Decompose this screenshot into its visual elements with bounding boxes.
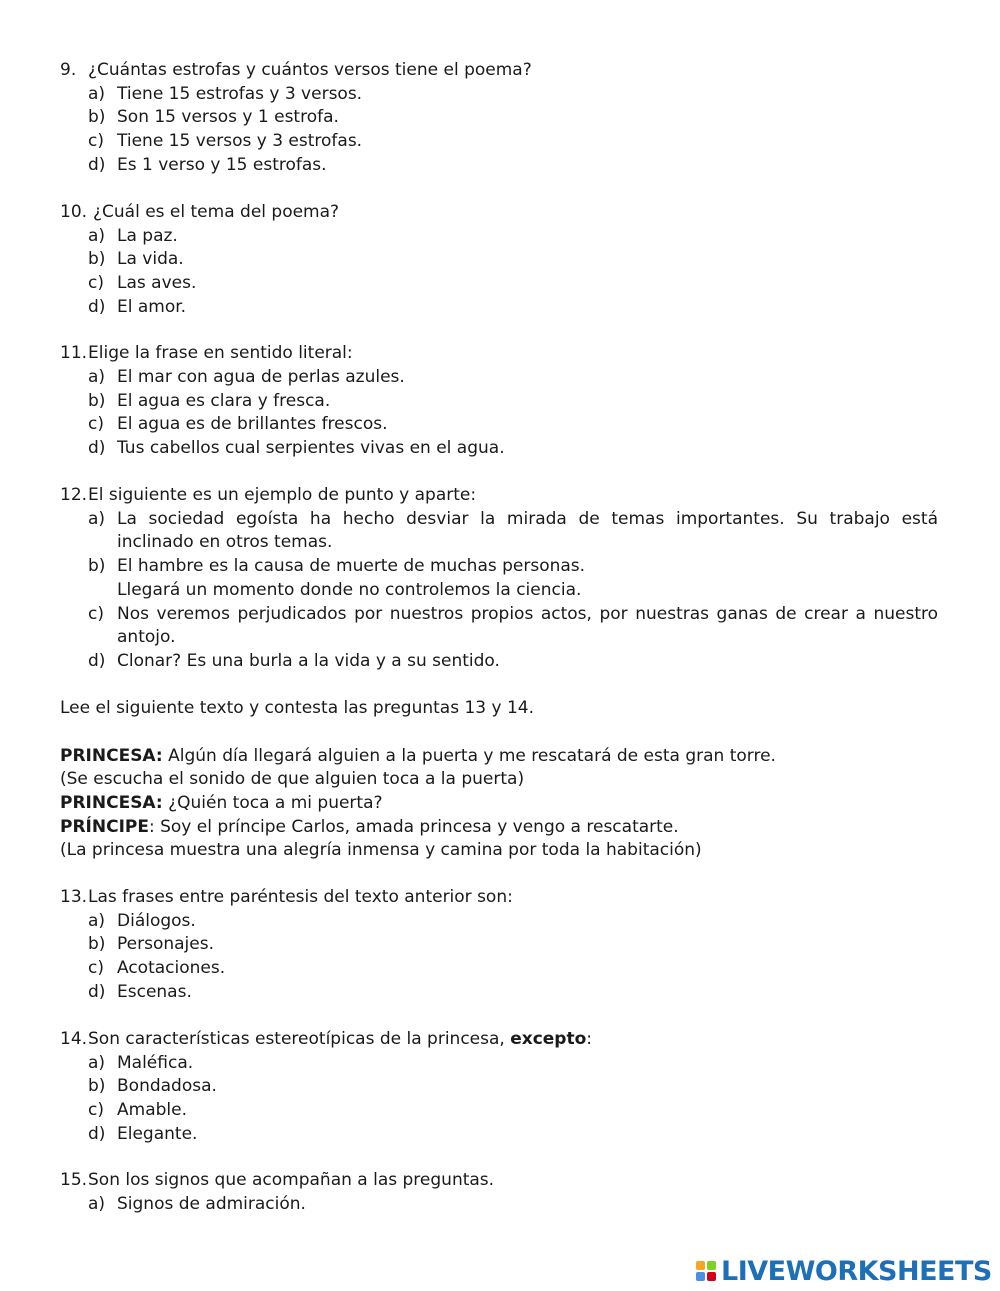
dialogue-line bbox=[60, 745, 776, 768]
stage-direction-text: (Se escucha el sonido de que alguien toca a la puerta) bbox=[60, 769, 525, 789]
option-letter: d) bbox=[88, 438, 106, 458]
option-text: Las aves. bbox=[117, 273, 197, 293]
speaker-name: PRINCESA: bbox=[60, 746, 163, 766]
question-text: ¿Cuál es el tema del poema? bbox=[93, 202, 340, 222]
option-text: Elegante. bbox=[117, 1124, 198, 1144]
question-number: 11. bbox=[60, 343, 88, 363]
option-letter: d) bbox=[88, 297, 106, 317]
dialogue-line bbox=[60, 792, 383, 815]
option-letter: c) bbox=[88, 414, 104, 434]
option-letter: b) bbox=[88, 1076, 106, 1096]
stage-direction-text: (La princesa muestra una alegría inmensa y camina por toda la habitación) bbox=[60, 840, 702, 860]
option-text: El mar con agua de perlas azules. bbox=[117, 367, 405, 387]
option-text: Personajes. bbox=[117, 934, 214, 954]
option-text: Son 15 versos y 1 estrofa. bbox=[117, 107, 339, 127]
option-letter: a) bbox=[88, 509, 106, 529]
option-text: Diálogos. bbox=[117, 911, 196, 931]
option-text: La sociedad egoísta ha hecho desviar la mirada de temas importantes. Su trabajo está inclinado en otros temas. bbox=[117, 509, 938, 552]
option-text: Maléfica. bbox=[117, 1053, 194, 1073]
option-text: Amable. bbox=[117, 1100, 187, 1120]
option-text: Nos veremos perjudicados por nuestros propios actos, por nuestras ganas de crear a nuestro antojo. bbox=[117, 604, 938, 647]
option-text: El agua es clara y fresca. bbox=[117, 391, 331, 411]
option-letter: b) bbox=[88, 556, 106, 576]
option-letter: a) bbox=[88, 84, 106, 104]
option-text: El agua es de brillantes frescos. bbox=[117, 414, 388, 434]
option-letter: a) bbox=[88, 1194, 106, 1214]
dialogue-text: Algún día llegará alguien a la puerta y me rescatará de esta gran torre. bbox=[162, 746, 776, 766]
option-letter: a) bbox=[88, 226, 106, 246]
question-text: Las frases entre paréntesis del texto anterior son: bbox=[88, 887, 513, 907]
option-letter: c) bbox=[88, 131, 104, 151]
question-text: Son los signos que acompañan a las preguntas. bbox=[88, 1170, 495, 1190]
question-number: 10. bbox=[60, 202, 88, 222]
option-letter: d) bbox=[88, 1124, 106, 1144]
question-number: 9. bbox=[60, 60, 77, 80]
option-text: Tiene 15 versos y 3 estrofas. bbox=[117, 131, 363, 151]
stage-direction bbox=[60, 839, 702, 862]
option-letter: a) bbox=[88, 367, 106, 387]
dialogue-text: ¿Quién toca a mi puerta? bbox=[162, 793, 383, 813]
option-letter: b) bbox=[88, 249, 106, 269]
option-letter: c) bbox=[88, 1100, 104, 1120]
option-letter: c) bbox=[88, 273, 104, 293]
liveworksheets-logo bbox=[696, 1256, 992, 1286]
option-letter: d) bbox=[88, 155, 106, 175]
option-letter: c) bbox=[88, 958, 104, 978]
emphasis-word: excepto bbox=[510, 1029, 587, 1049]
option-text: Acotaciones. bbox=[117, 958, 226, 978]
option-letter: b) bbox=[88, 391, 106, 411]
question-text: Son características estereotípicas de la princesa, excepto: bbox=[88, 1029, 593, 1049]
question-number: 15. bbox=[60, 1170, 88, 1190]
option-text: Es 1 verso y 15 estrofas. bbox=[117, 155, 327, 175]
speaker-name: PRÍNCIPE bbox=[60, 817, 149, 837]
option-letter: b) bbox=[88, 107, 106, 127]
option-letter: a) bbox=[88, 911, 106, 931]
question-text: ¿Cuántas estrofas y cuántos versos tiene el poema? bbox=[88, 60, 532, 80]
question-number: 12. bbox=[60, 485, 88, 505]
option-text-continued: Llegará un momento donde no controlemos la ciencia. bbox=[117, 580, 582, 600]
question-number: 13. bbox=[60, 887, 88, 907]
question-number: 14. bbox=[60, 1029, 88, 1049]
option-letter: c) bbox=[88, 604, 104, 624]
question-text: El siguiente es un ejemplo de punto y aparte: bbox=[88, 485, 477, 505]
dialogue-line bbox=[60, 816, 679, 839]
reading-instructions: Lee el siguiente texto y contesta las preguntas 13 y 14. bbox=[60, 698, 535, 718]
dialogue-text: : Soy el príncipe Carlos, amada princesa y vengo a rescatarte. bbox=[148, 817, 679, 837]
option-text: Escenas. bbox=[117, 982, 192, 1002]
option-text: Signos de admiración. bbox=[117, 1194, 306, 1214]
option-text: El hambre es la causa de muerte de muchas personas. bbox=[117, 556, 586, 576]
option-text: La vida. bbox=[117, 249, 184, 269]
option-text: Bondadosa. bbox=[117, 1076, 217, 1096]
logo-mark-icon bbox=[696, 1261, 716, 1281]
logo-text: LIVEWORKSHEETS bbox=[721, 1255, 992, 1287]
speaker-name: PRINCESA: bbox=[60, 793, 163, 813]
option-text: Tus cabellos cual serpientes vivas en el agua. bbox=[117, 438, 505, 458]
option-text: El amor. bbox=[117, 297, 187, 317]
option-letter: b) bbox=[88, 934, 106, 954]
option-letter: a) bbox=[88, 1053, 106, 1073]
question-text: Elige la frase en sentido literal: bbox=[88, 343, 353, 363]
stage-direction bbox=[60, 768, 524, 791]
option-letter: d) bbox=[88, 651, 106, 671]
option-text: La paz. bbox=[117, 226, 178, 246]
option-letter: d) bbox=[88, 982, 106, 1002]
option-text: Clonar? Es una burla a la vida y a su sentido. bbox=[117, 651, 500, 671]
option-text: Tiene 15 estrofas y 3 versos. bbox=[117, 84, 363, 104]
